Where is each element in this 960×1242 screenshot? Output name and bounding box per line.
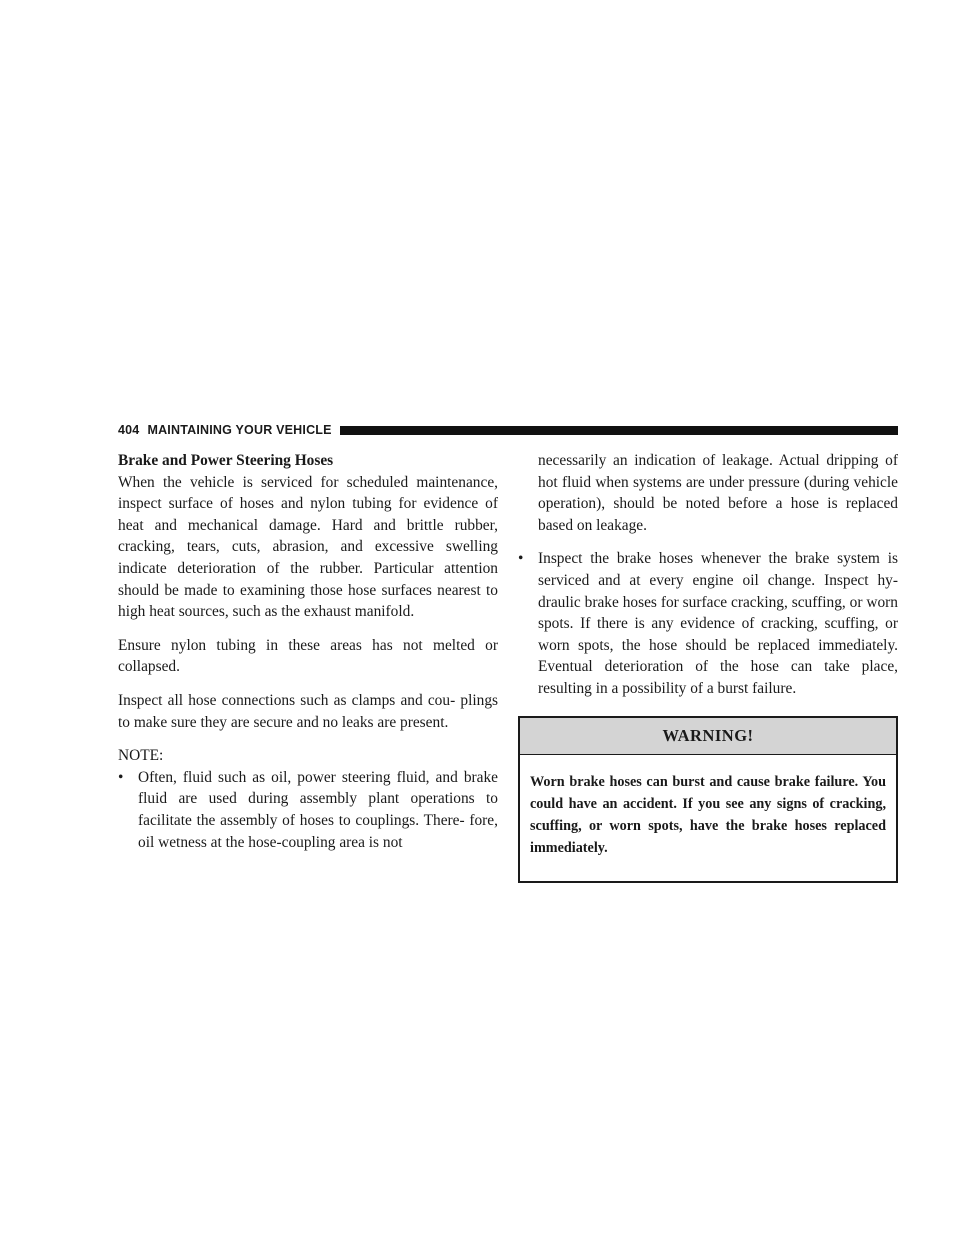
bullet-mark: • (118, 768, 124, 786)
bullet-mark: • (518, 550, 524, 568)
section-heading: Brake and Power Steering Hoses (118, 452, 334, 469)
bullet-text: Often, fluid such as oil, power steering fluid, and brake fluid are used during assembly plant operations to facilitate the assembly of hoses to couplings. There- fore, oil wetness at the hose-coupling area is not (138, 768, 498, 851)
section-title: MAINTAINING YOUR VEHICLE (147, 423, 332, 437)
right-column (518, 450, 898, 883)
paragraph-inspection: When the vehicle is serviced for scheduled maintenance, inspect surface of hoses and nylon tubing for evidence of heat and mechanical damage. Hard and brittle rubber, cracking, tears, cuts, abrasion, and excessive swelling indicate deterioration of the rubber. Particular attention should be made to examining those hose surfaces nearest to high heat sources, such as the exhaust manifold. (118, 473, 498, 621)
note-bullet-inspect-brake-hoses (518, 548, 898, 699)
header-rule (340, 426, 898, 435)
bullet-text: Inspect the brake hoses whenever the brake system is serviced and at every engine oil change. Inspect hy- draulic brake hoses for surface cracking, scuffing, or worn spots. If there is any evidence of cracking, scuffing, or worn spots, the hose should be replaced immediately. Eventual deterioration of the hose can take place, resulting in a possibility of a burst failure. (538, 550, 898, 697)
warning-box (518, 716, 898, 884)
note-bullet-fluid (118, 767, 498, 853)
paragraph-hose-connections: Inspect all hose connections such as clamps and cou- plings to make sure they are secure and no leaks are present. (118, 691, 498, 731)
warning-title: WARNING! (520, 718, 896, 756)
page-number: 404 (118, 423, 140, 437)
left-column (118, 450, 498, 865)
note-label: NOTE: (118, 747, 164, 765)
note-bullet-fluid-continued: necessarily an indication of leakage. Actual dripping of hot fluid when systems are under pressure (during vehicle operation), should be noted before a hose is replaced based on leakage. (538, 452, 898, 534)
page-header (118, 422, 898, 438)
paragraph-nylon-tubing: Ensure nylon tubing in these areas has not melted or collapsed. (118, 636, 498, 676)
warning-text: Worn brake hoses can burst and cause brake failure. You could have an accident. If you see any signs of cracking, scuffing, or worn spots, have the brake hoses replaced immediately. (530, 774, 886, 857)
